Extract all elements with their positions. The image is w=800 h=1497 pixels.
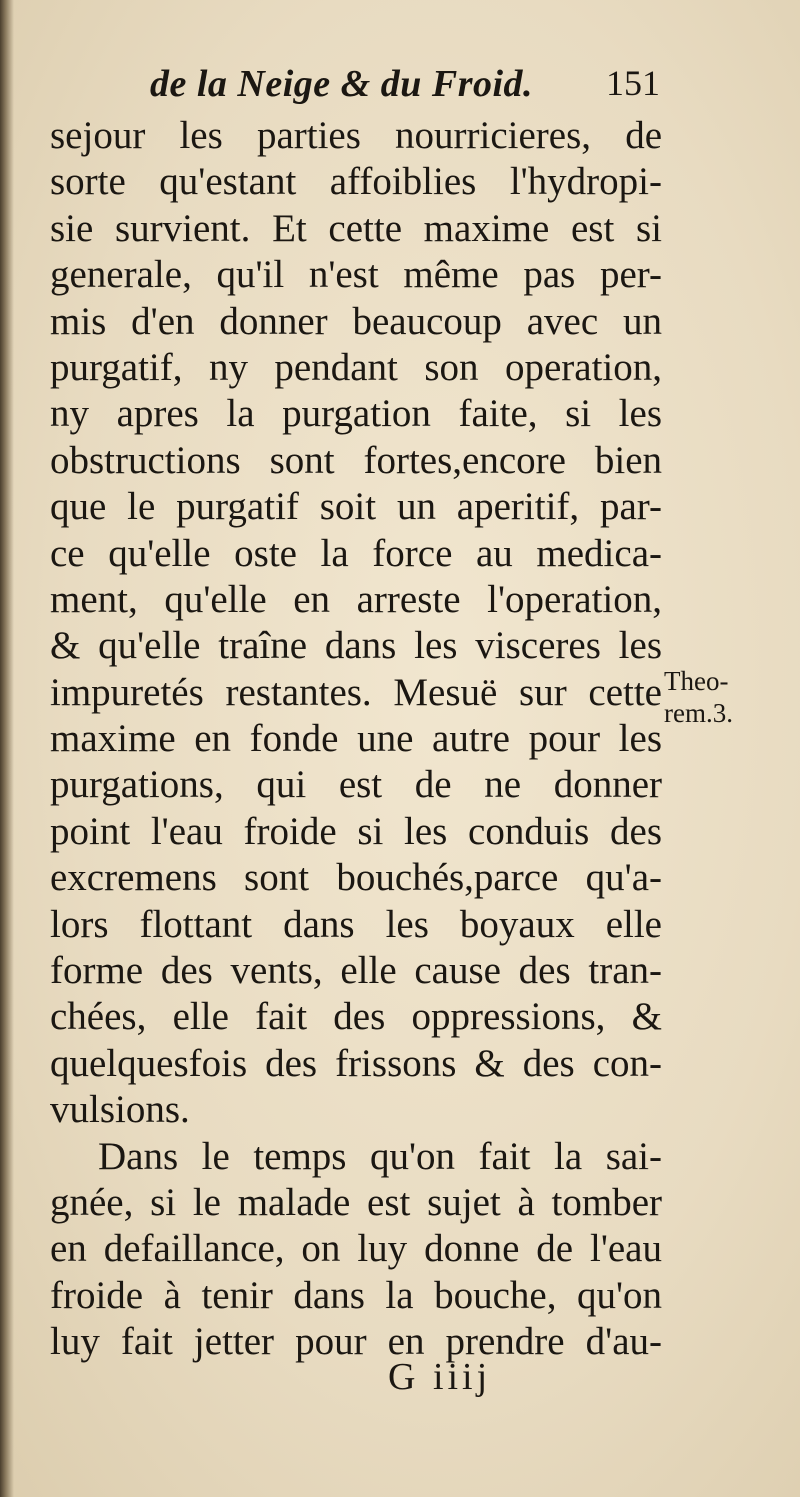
- text-line: point l'eau froide si les conduis des: [50, 809, 662, 853]
- text-line: ce qu'elle oste la force au medica-: [50, 531, 662, 575]
- text-line: mis d'en donner beaucoup avec un: [50, 299, 662, 343]
- body-text: [50, 113, 662, 1366]
- text-line: sorte qu'estant affoiblies l'hydropi-: [50, 160, 662, 204]
- text-line: purgations, qui est de ne donner: [50, 763, 662, 807]
- text-line: que le purgatif soit un aperitif, par-: [50, 485, 662, 529]
- page-header: [150, 62, 660, 112]
- running-title: de la Neige & du Froid.: [150, 63, 534, 105]
- marginal-note-line: rem.3.: [664, 698, 733, 728]
- text-line: purgatif, ny pendant son operation,: [50, 345, 662, 389]
- marginal-note-line: Theo-: [664, 666, 729, 696]
- text-line: sie survient. Et cette maxime est si: [50, 206, 662, 250]
- paragraph-end-line: vulsions.: [50, 1088, 190, 1132]
- text-line: generale, qu'il n'est même pas per-: [50, 253, 662, 297]
- page-number: 151: [606, 63, 660, 103]
- text-line: quelquesfois des frissons & des con-: [50, 1041, 662, 1085]
- text-line: forme des vents, elle cause des tran-: [50, 949, 662, 993]
- text-line: lors flottant dans les boyaux elle: [50, 902, 662, 946]
- signature-mark: G iiij: [388, 1356, 492, 1398]
- text-line: luy fait jetter pour en prendre d'au-: [50, 1320, 662, 1364]
- marginal-note: [664, 665, 798, 729]
- text-line: maxime en fonde une autre pour les: [50, 717, 662, 761]
- paragraph-start-line: Dans le temps qu'on fait la sai-: [98, 1134, 662, 1178]
- text-line: chées, elle fait des oppressions, &: [50, 995, 662, 1039]
- text-line: ment, qu'elle en arreste l'operation,: [50, 577, 662, 621]
- text-line: impuretés restantes. Mesuë sur cette: [50, 670, 662, 714]
- binding-edge: [0, 0, 14, 1497]
- text-line: froide à tenir dans la bouche, qu'on: [50, 1273, 662, 1317]
- text-line: sejour les parties nourricieres, de: [50, 114, 662, 157]
- text-line: gnée, si le malade est sujet à tomber: [50, 1180, 662, 1224]
- text-line: excremens sont bouchés,parce qu'a-: [50, 856, 662, 900]
- text-line: & qu'elle traîne dans les visceres les: [50, 624, 662, 668]
- text-line: ny apres la purgation faite, si les: [50, 392, 662, 436]
- text-line: obstructions sont fortes,encore bien: [50, 438, 662, 482]
- text-line: en defaillance, on luy donne de l'eau: [50, 1227, 662, 1271]
